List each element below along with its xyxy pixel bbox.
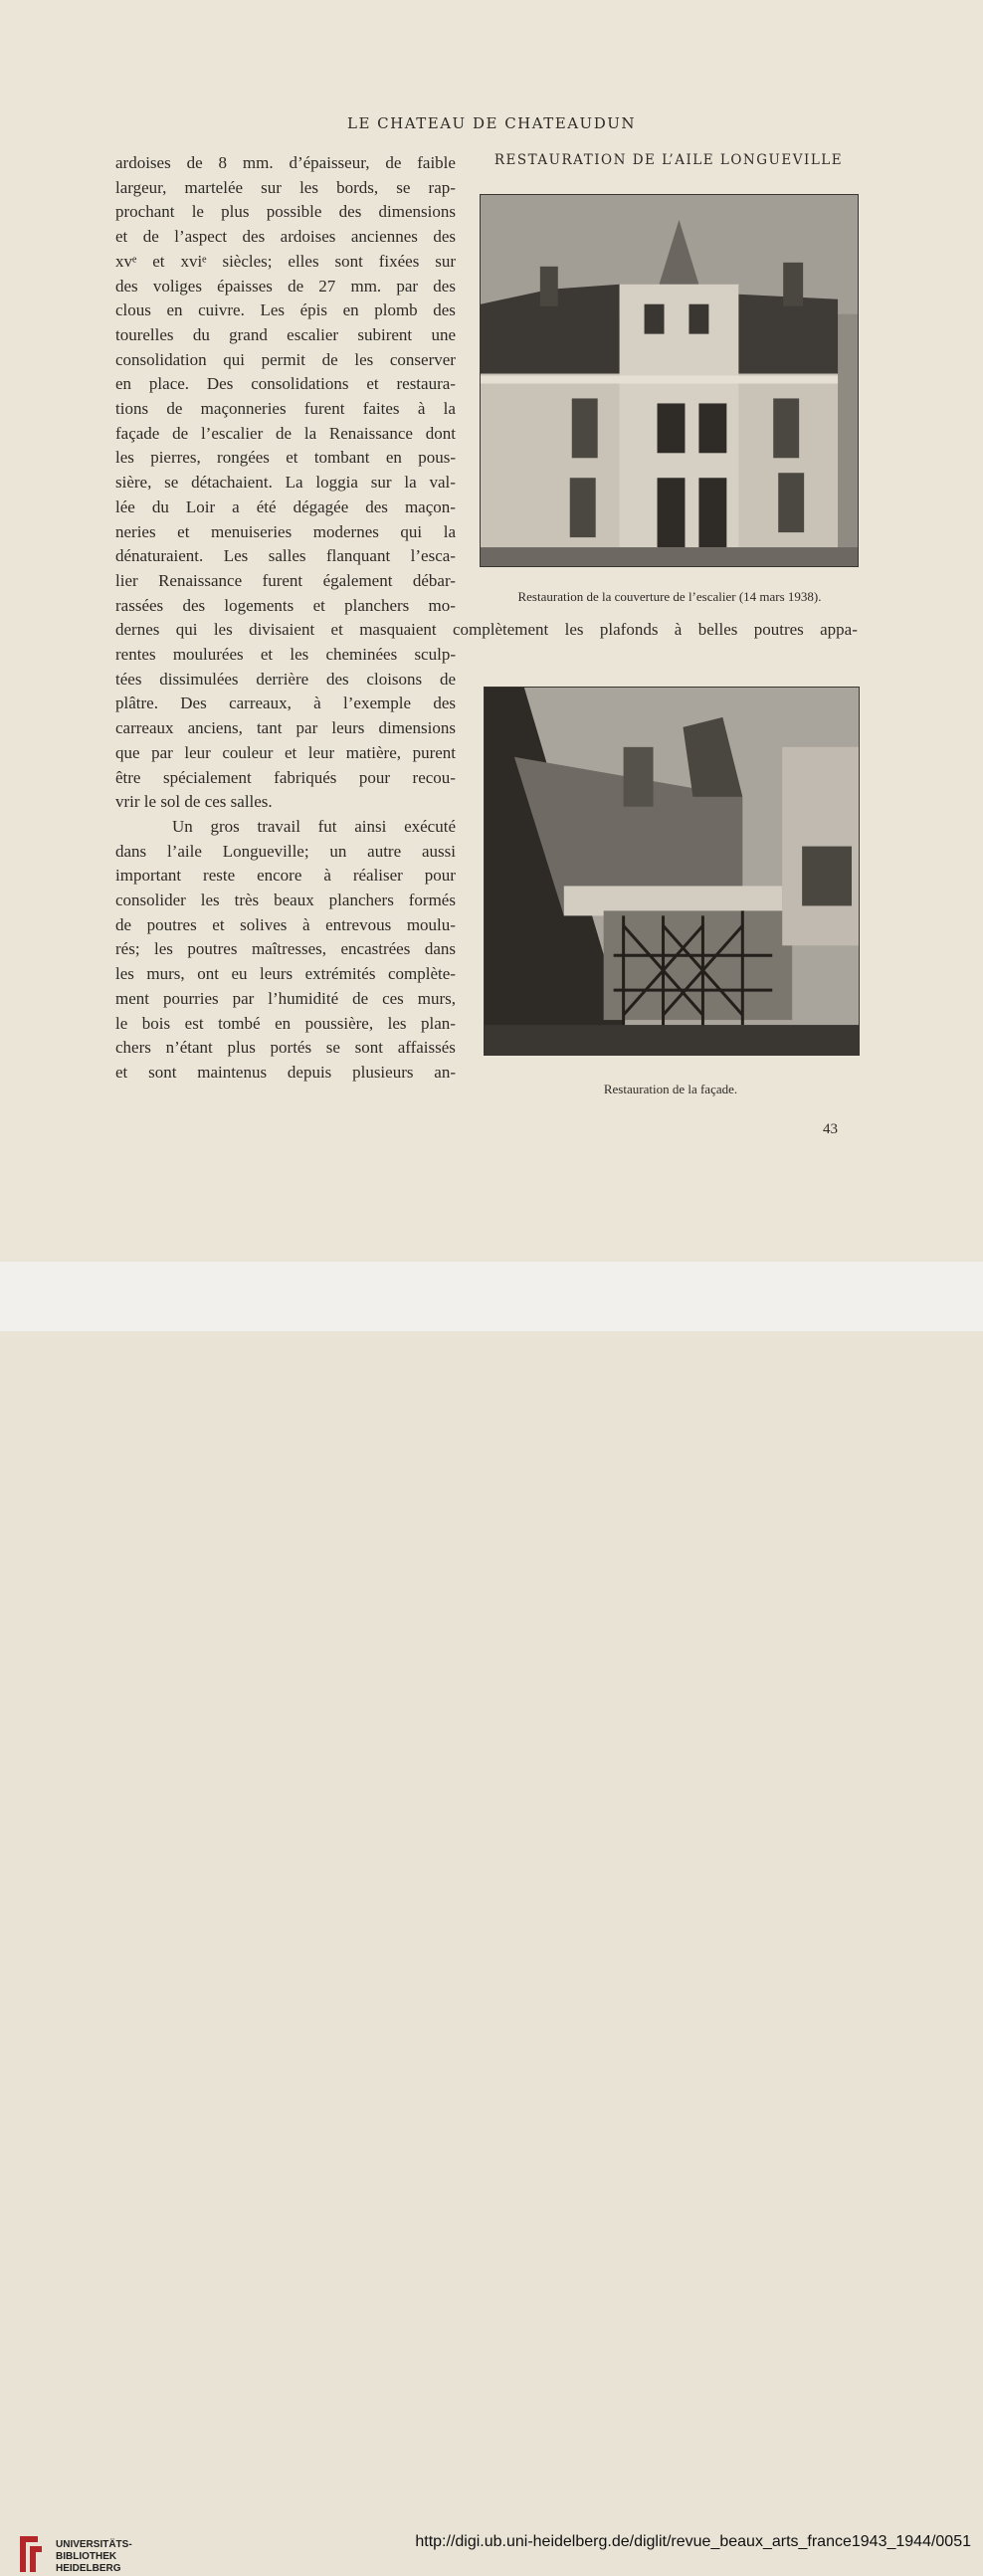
text-line: important reste encore à réaliser pour <box>115 866 456 886</box>
text-line: tourelles du grand escalier subirent une <box>115 324 456 344</box>
text-line: xvᵉ et xviᵉ siècles; elles sont fixées sur <box>115 251 456 271</box>
text-line: être spécialement fabriqués pour recou- <box>115 767 456 787</box>
caption-staircase-roof: Restauration de la couverture de l’escalier (14 mars 1938). <box>517 589 822 604</box>
text-line: des voliges épaisses de 27 mm. par des <box>115 276 456 296</box>
text-line: ment pourries par l’humidité de ces murs, <box>115 988 456 1008</box>
text-line: le bois est tombé en poussière, les plan- <box>115 1013 456 1033</box>
text-line: consolider les très beaux planchers formés <box>115 891 456 909</box>
text-line: vrir le sol de ces salles. <box>115 792 273 812</box>
text-line: Un gros travail fut ainsi exécuté <box>172 816 456 836</box>
text-line: et de l’aspect des ardoises anciennes des <box>115 227 456 247</box>
library-footer <box>0 1262 983 2574</box>
text-line: carreaux anciens, tant par leurs dimensions <box>115 718 456 738</box>
caption-facade: Restauration de la façade. <box>603 1082 738 1096</box>
text-line: clous en cuivre. Les épis en plomb des <box>115 300 456 320</box>
library-logo-icon <box>12 2532 46 2576</box>
staircase-roof-photo-image <box>481 195 858 566</box>
library-logo-text <box>56 2539 132 2575</box>
text-line: chers n’étant plus portés se sont affaissés <box>115 1038 456 1058</box>
text-line: lée du Loir a été dégagée des maçon- <box>115 496 456 516</box>
text-line: lier Renaissance furent également débar- <box>115 570 456 590</box>
facade-photo-image <box>485 688 859 1055</box>
running-head: LE CHATEAU DE CHATEAUDUN <box>347 114 636 132</box>
text-line: sière, se détachaient. La loggia sur la val- <box>115 473 456 493</box>
text-line: largeur, martelée sur les bords, se rap- <box>115 177 456 197</box>
text-line: rés; les poutres maîtresses, encastrées dans <box>115 939 456 959</box>
photo-facade <box>484 687 860 1056</box>
logo-line-3: HEIDELBERG <box>56 2563 121 2574</box>
photo-staircase-roof <box>480 194 859 567</box>
text-line: plâtre. Des carreaux, à l’exemple des <box>115 694 456 713</box>
page-number: 43 <box>823 1121 838 1137</box>
text-line: consolidation qui permit de les conserver <box>115 349 456 369</box>
text-line: en place. Des consolidations et restaura- <box>115 374 456 394</box>
text-line: rassées des logements et planchers mo- <box>115 595 456 615</box>
text-line: façade de l’escalier de la Renaissance dont <box>115 423 456 443</box>
text-line: dénaturaient. Les salles flanquant l’esca- <box>115 546 456 566</box>
document-page <box>0 0 983 1262</box>
text-line: rentes moulurées et les cheminées sculp- <box>115 645 456 664</box>
text-line: que par leur couleur et leur matière, purent <box>115 742 456 762</box>
logo-line-2: BIBLIOTHEK <box>56 2551 117 2562</box>
text-line: de poutres et solives à entrevous moulu- <box>115 914 456 934</box>
photo-section-heading: RESTAURATION DE L’AILE LONGUEVILLE <box>493 152 844 168</box>
logo-line-1: UNIVERSITÄTS- <box>56 2539 132 2550</box>
source-url-link[interactable]: http://digi.ub.uni-heidelberg.de/diglit/revue_beaux_arts_france1943_1944/0051 <box>415 2533 971 2550</box>
text-line: dans l’aile Longueville; un autre aussi <box>115 841 456 861</box>
text-line: neries et menuiseries modernes qui la <box>115 521 456 541</box>
text-line: dernes qui les divisaient et masquaient complètement les plafonds à belles poutres appa- <box>115 620 858 640</box>
text-line: tées dissimulées derrière des cloisons de <box>115 669 456 689</box>
text-line: les murs, ont eu leurs extrémités complète- <box>115 964 456 984</box>
text-line: tions de maçonneries furent faites à la <box>115 399 456 418</box>
text-line: les pierres, rongées et tombant en pous- <box>115 448 456 468</box>
text-line: et sont maintenus depuis plusieurs an- <box>115 1062 456 1082</box>
text-line: ardoises de 8 mm. d’épaisseur, de faible <box>115 153 456 172</box>
text-line: prochant le plus possible des dimensions <box>115 202 456 222</box>
